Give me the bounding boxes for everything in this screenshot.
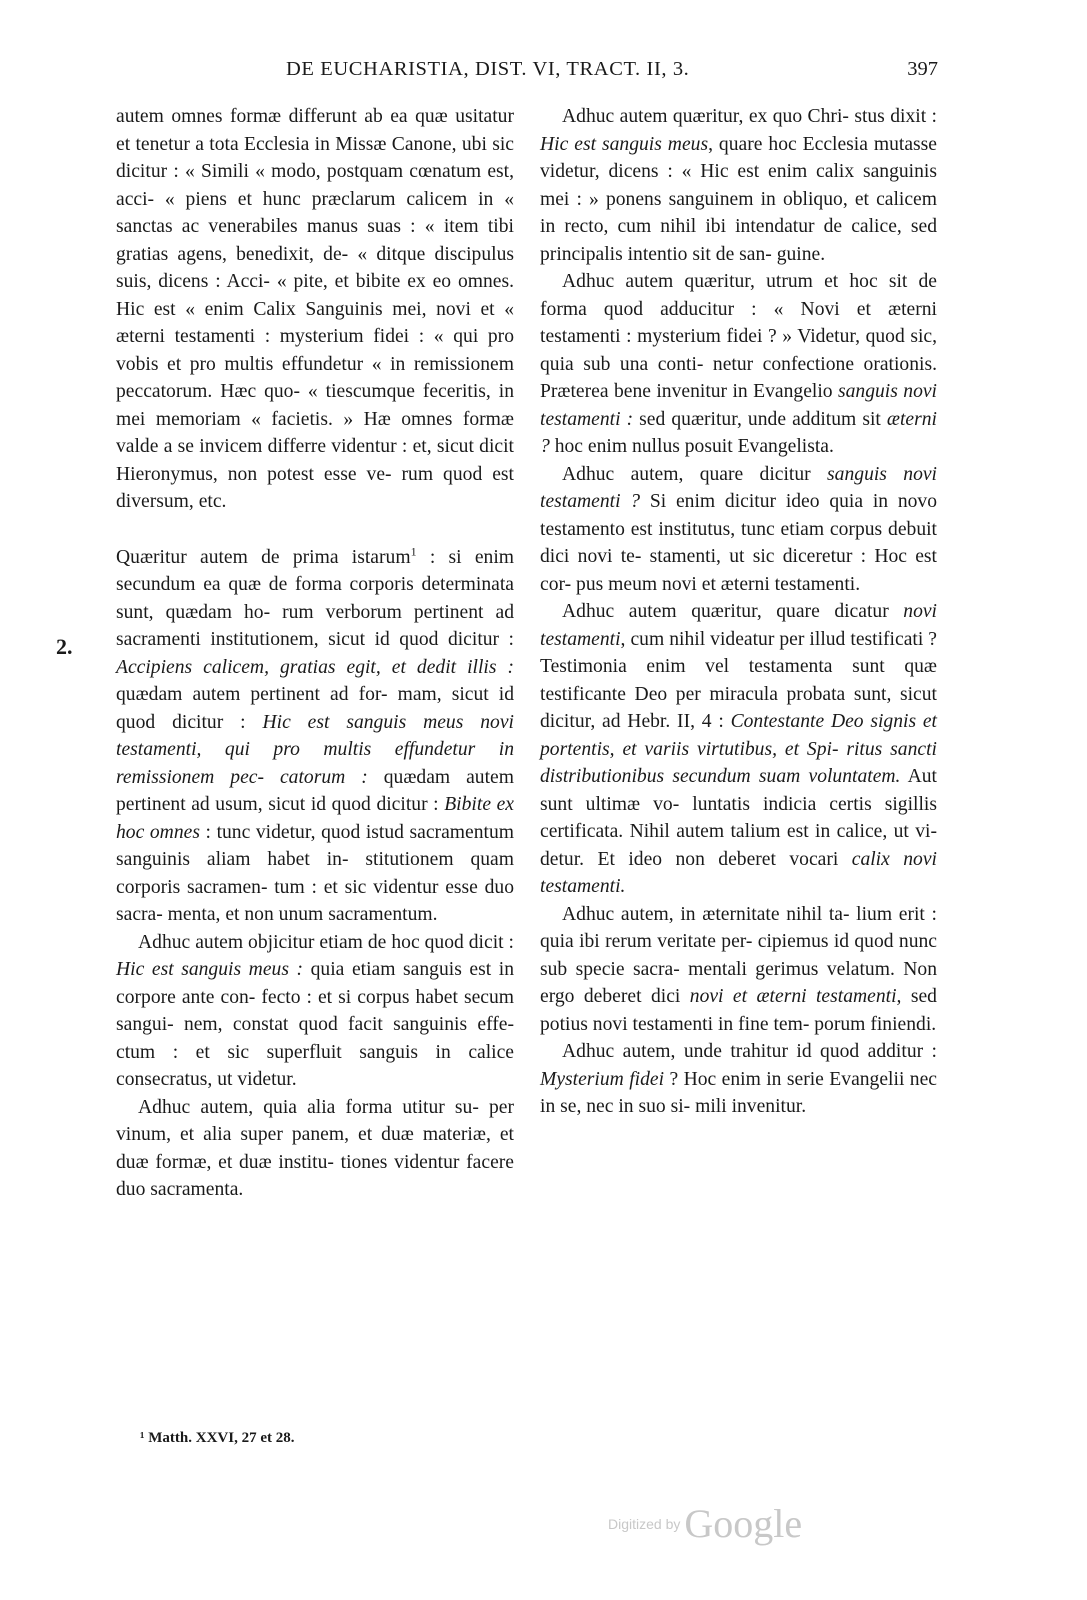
paragraph: Adhuc autem objicitur etiam de hoc quod dicit : Hic est sanguis meus : quia etiam sanguis est in corpore ante con- fecto : et si corpus habet secum sangui- nem, constat quod facit sanguinis effe- ctum : et sic superfluit sanguis in calice consecratus, ut videtur. xyxy=(116,931,514,1090)
left-column xyxy=(116,103,514,1204)
section-number: 2. xyxy=(56,634,73,659)
paragraph: Adhuc autem quæritur, quare dicatur novi testamenti, cum nihil videatur per illud testificati ? Testimonia enim vel testamenta sunt quæ testificante Deo per miracula probata sunt, sicut dicitur, ad Hebr. II, 4 : Contestante Deo signis et portentis, et variis virtutibus, et Spi- ritus sancti distributionibus secundum suam voluntatem. Aut sunt ultimæ vo- luntatis indicia certis sigillis certificata. Nihil autem talium est in calice, ut vi- detur. Et ideo non deberet vocari calix novi testamenti. xyxy=(540,601,937,897)
paragraph: Adhuc autem, in æternitate nihil ta- lium erit : quia ibi rerum veritate per- cipiemus id quod nunc sub specie sacra- mentali gerimus velatum. Non ergo deberet dici novi et æterni testamenti, sed potius novi testamenti in fine tem- porum finiendi. xyxy=(540,903,937,1035)
watermark xyxy=(608,1500,802,1547)
right-column xyxy=(540,103,937,1121)
paragraph: Adhuc autem, unde trahitur id quod additur : Mysterium fidei ? Hoc enim in serie Evangelii nec in se, nec in suo si- mili invenitur. xyxy=(540,1041,937,1117)
paragraph: Adhuc autem quæritur, utrum et hoc sit de forma quod adducitur : « Novi et æterni testamenti : mysterium fidei ? » Videtur, quod sic, quia sub una conti- netur confectione orationis. Præterea bene invenitur in Evangelio sanguis novi testamenti : sed quæritur, unde additum sit æterni ? hoc enim nullus posuit Evangelista. xyxy=(540,271,938,457)
page-number: 397 xyxy=(907,58,938,80)
paragraph: Adhuc autem, quare dicitur sanguis novi testamenti ? Si enim dicitur ideo quia in novo testamento est institutus, tunc etiam corpus debuit dici novi te- stamenti, ut sic diceretur : Hoc est cor- pus meum novi et æterni testamenti. xyxy=(540,463,938,595)
watermark-text: Digitized by xyxy=(608,1516,681,1532)
paragraph: autem omnes formæ differunt ab ea quæ usitatur et tenetur a tota Ecclesia in Missæ Canone, ubi sic dicitur : « Simili « modo, postquam cœnatum est, acci- « piens et hunc præclarum calicem in « sanctas ac venerabiles manus suas : « item tibi gratias agens, benedixit, de- « ditque discipulus suis, dicens : Acci- « pite, et bibite ex eo omnes. Hic est « enim Calix Sanguinis mei, novi et « æterni testamenti : mysterium fidei : « qui pro vobis et pro multis effundetur « in remissionem peccatorum. Hæc quo- « tiescumque feceritis, in mei memoriam « facietis. » Hæ omnes formæ valde a se invicem differre videntur : et, sicut dicit Hieronymus, non potest esse ve- rum quod est diversum, etc. xyxy=(116,106,514,512)
footnote-marker: 1 xyxy=(410,543,417,558)
paragraph: Adhuc autem quæritur, ex quo Chri- stus dixit : Hic est sanguis meus, quare hoc Ecclesia mutasse videtur, dicens : « Hic est enim calix sanguinis mei : » ponens sanguinem in obliquo, et calicem in recto, cum nihil ibi intendatur de calice, sed principalis intentio sit de san- guine. xyxy=(540,106,937,265)
page-header xyxy=(116,58,938,88)
running-head: DE EUCHARISTIA, DIST. VI, TRACT. II, 3. xyxy=(286,58,690,80)
footnote: ¹ Matth. XXVI, 27 et 28. xyxy=(140,1430,295,1446)
paragraph: Adhuc autem, quia alia forma utitur su- per vinum, et alia super panem, et duæ materiæ, et duæ formæ, et duæ institu- tiones videntur facere duo sacramenta. xyxy=(116,1096,514,1200)
paragraph: Quæritur autem de prima istarum$^1$ : si enim secundum ea quæ de forma corporis determinata sunt, quædam ho- rum verborum pertinent ad sacramenti institutionem, sicut id quod dicitur : Accipiens calicem, gratias egit, et dedit illis : quædam autem pertinent ad for- mam, sicut id quod dicitur : Hic est sanguis meus novi testamenti, qui pro multis effundetur in remissionem pec- catorum : quædam autem pertinent ad usum, sicut id quod dicitur : Bibite ex hoc omnes : tunc videtur, quod istud sacramentum sanguinis aliam habet in- stitutionem quam corporis sacramen- tum : et sic videntur esse duo sacra- menta, et non unum sacramentum. xyxy=(116,543,515,925)
google-logo: Google xyxy=(684,1501,803,1546)
